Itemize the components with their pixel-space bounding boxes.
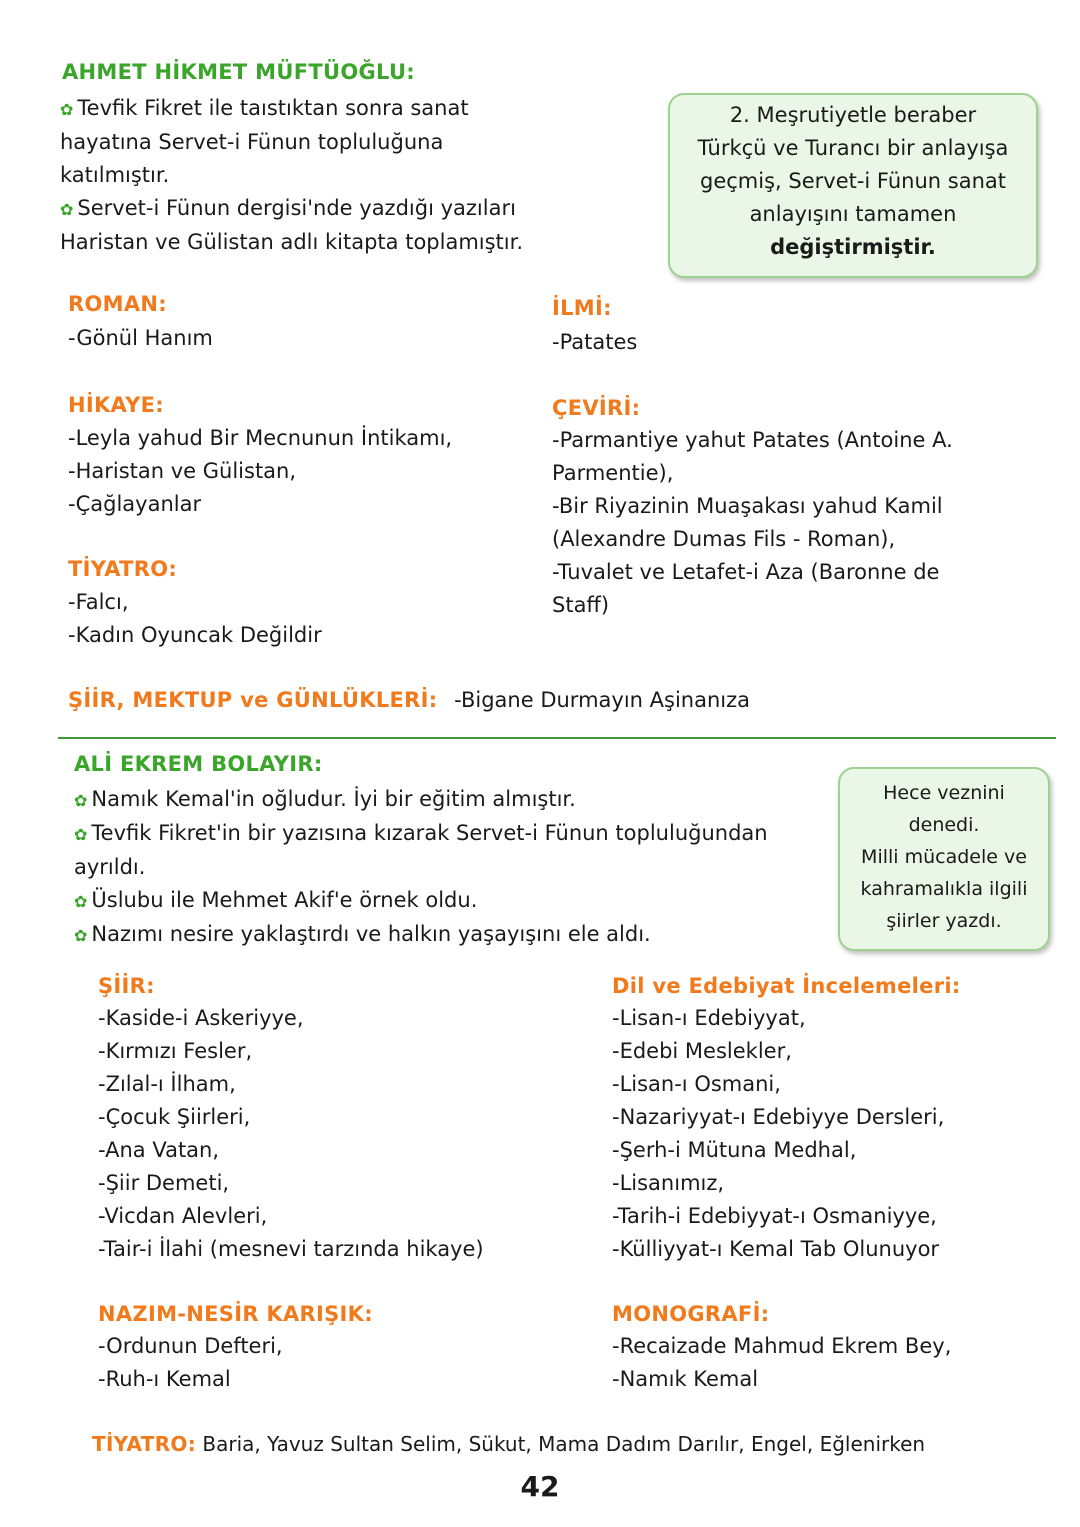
list-item: -Çocuk Şiirleri, (98, 1105, 251, 1129)
list-item: Parmentie), (552, 461, 674, 485)
author-bio-ali-ekrem (74, 783, 834, 952)
list-item: -Şiir Demeti, (98, 1171, 230, 1195)
list-dil-edebiyat (612, 1002, 944, 1266)
clover-bullet-icon: ✿ (74, 892, 88, 911)
clover-bullet-icon: ✿ (74, 926, 88, 945)
bio-line: ✿ Namık Kemal'in oğludur. İyi bir eğitim almıştır. (74, 787, 576, 811)
bio-line: ayrıldı. (74, 855, 146, 879)
list-item: -Ordunun Defteri, (98, 1334, 283, 1358)
heading-nazim-nesir: NAZIM-NESİR KARIŞIK: (98, 1302, 373, 1326)
note-box-ali-ekrem: Hece veznini denedi. Milli mücadele ve kahramalıkla ilgili şiirler yazdı. (838, 767, 1050, 951)
list-ceviri (552, 424, 953, 622)
list-item: -Nazariyyat-ı Edebiyye Dersleri, (612, 1105, 945, 1129)
heading-tiyatro: TİYATRO: (68, 557, 178, 581)
list-item: -Lisanımız, (612, 1171, 725, 1195)
heading-roman: ROMAN: (68, 292, 167, 316)
heading-monografi: MONOGRAFİ: (612, 1302, 770, 1326)
heading-dil-edebiyat: Dil ve Edebiyat İncelemeleri: (612, 974, 961, 998)
list-item: -Patates (552, 330, 638, 354)
list-item: -Lisan-ı Osmani, (612, 1072, 781, 1096)
list-item: -Tair-i İlahi (mesnevi tarzında hikaye) (98, 1237, 484, 1261)
list-item: -Parmantiye yahut Patates (Antoine A. (552, 428, 953, 452)
list-item: -Recaizade Mahmud Ekrem Bey, (612, 1334, 952, 1358)
list-item: -Kaside-i Askeriyye, (98, 1006, 304, 1030)
bio-line: katılmıştır. (60, 163, 170, 187)
list-item: (Alexandre Dumas Fils - Roman), (552, 527, 896, 551)
clover-bullet-icon: ✿ (60, 100, 74, 119)
list-item: -Edebi Meslekler, (612, 1039, 792, 1063)
note-box-ahmet-hikmet: 2. Meşrutiyetle beraber Türkçü ve Turancı bir anlayışa geçmiş, Servet-i Fünun sanat anlayışını tamamen değiştirmiştir. (668, 93, 1038, 278)
page-number: 42 (520, 1470, 560, 1503)
list-item: -Ruh-ı Kemal (98, 1367, 231, 1391)
clover-bullet-icon: ✿ (60, 200, 74, 219)
heading-siir-mektup: ŞİİR, MEKTUP ve GÜNLÜKLERİ: (68, 688, 438, 712)
list-ilmi (552, 326, 637, 359)
list-monografi (612, 1330, 951, 1396)
heading-ilmi: İLMİ: (552, 296, 612, 320)
heading-ceviri: ÇEVİRİ: (552, 396, 641, 420)
tiyatro-ali-ekrem (92, 1428, 925, 1461)
author-title-ahmet-hikmet: AHMET HİKMET MÜFTÜOĞLU: (62, 60, 415, 84)
list-item: -Namık Kemal (612, 1367, 759, 1391)
author-title-ali-ekrem: ALİ EKREM BOLAYIR: (74, 752, 323, 776)
list-tiyatro (68, 586, 322, 652)
list-siir (98, 1002, 484, 1266)
list-item: -Kadın Oyuncak Değildir (68, 623, 322, 647)
list-item: -Ana Vatan, (98, 1138, 220, 1162)
list-item: -Leyla yahud Bir Mecnunun İntikamı, (68, 426, 453, 450)
tiyatro-text: Baria, Yavuz Sultan Selim, Sükut, Mama Dadım Darılır, Engel, Eğlenirken (202, 1432, 926, 1456)
clover-bullet-icon: ✿ (74, 791, 88, 810)
list-item: -Şerh-i Mütuna Medhal, (612, 1138, 857, 1162)
bio-line: hayatına Servet-i Fünun topluluğuna (60, 130, 444, 154)
heading-tiyatro-2: TİYATRO: (92, 1432, 197, 1456)
heading-hikaye: HİKAYE: (68, 393, 164, 417)
clover-bullet-icon: ✿ (74, 825, 88, 844)
list-item: -Vicdan Alevleri, (98, 1204, 268, 1228)
list-item: -Tarih-i Edebiyyat-ı Osmaniyye, (612, 1204, 937, 1228)
bio-line: ✿ Üslubu ile Mehmet Akif'e örnek oldu. (74, 888, 478, 912)
list-item: -Çağlayanlar (68, 492, 202, 516)
bio-line: ✿ Servet-i Fünun dergisi'nde yazdığı yazıları (60, 196, 516, 220)
list-item: Staff) (552, 593, 610, 617)
list-item: -Gönül Hanım (68, 326, 213, 350)
list-item: -Külliyyat-ı Kemal Tab Olunuyor (612, 1237, 940, 1261)
list-item: -Zılal-ı İlham, (98, 1072, 236, 1096)
siir-mektup-text: -Bigane Durmayın Aşinanıza (454, 688, 751, 712)
list-item: -Kırmızı Fesler, (98, 1039, 253, 1063)
heading-siir: ŞİİR: (98, 974, 155, 998)
bio-line: ✿ Nazımı nesire yaklaştırdı ve halkın yaşayışını ele aldı. (74, 922, 651, 946)
list-nazim-nesir (98, 1330, 283, 1396)
list-item: -Lisan-ı Edebiyyat, (612, 1006, 806, 1030)
list-hikaye (68, 422, 452, 521)
list-item: -Bir Riyazinin Muaşakası yahud Kamil (552, 494, 943, 518)
list-item: -Tuvalet ve Letafet-i Aza (Baronne de (552, 560, 940, 584)
siir-mektup-gunlukleri (68, 684, 750, 717)
list-roman (68, 322, 213, 355)
section-divider (58, 737, 1056, 739)
bio-line: Haristan ve Gülistan adlı kitapta toplamıştır. (60, 230, 524, 254)
author-bio-ahmet-hikmet (60, 92, 620, 259)
bio-line: ✿ Tevfik Fikret ile taıstıktan sonra sanat (60, 96, 469, 120)
list-item: -Haristan ve Gülistan, (68, 459, 297, 483)
list-item: -Falcı, (68, 590, 129, 614)
bio-line: ✿ Tevfik Fikret'in bir yazısına kızarak Servet-i Fünun topluluğundan (74, 821, 768, 845)
